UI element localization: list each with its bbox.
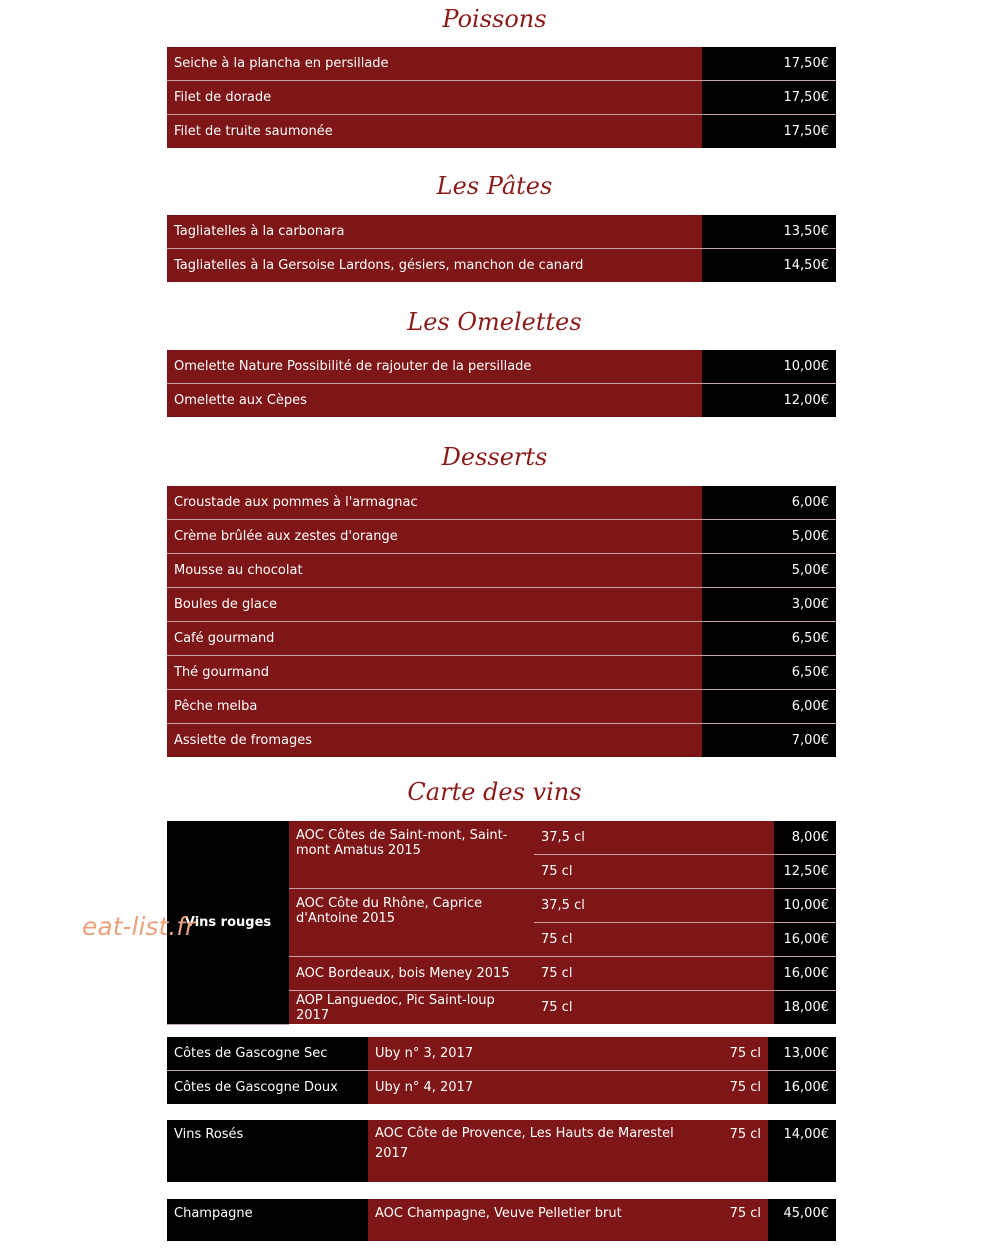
dish-price: 13,50€ <box>702 215 836 249</box>
menu-table-pates <box>167 215 836 282</box>
table-row <box>167 486 836 520</box>
dish-name: Boules de glace <box>167 588 702 622</box>
section-title-vins: Carte des vins <box>407 778 582 806</box>
wine-price: 16,00€ <box>774 923 836 957</box>
table-row <box>167 249 836 283</box>
wine-table-rouges <box>167 821 836 1025</box>
dish-price: 6,50€ <box>702 622 836 656</box>
dish-name: Crème brûlée aux zestes d'orange <box>167 520 702 554</box>
table-row <box>167 656 836 690</box>
wine-size: 75 cl <box>534 855 774 889</box>
dish-price: 3,00€ <box>702 588 836 622</box>
table-row <box>167 350 836 384</box>
wine-name: Uby n° 4, 2017 <box>375 1080 474 1095</box>
dish-price: 10,00€ <box>702 350 836 384</box>
wine-category: Champagne <box>167 1199 368 1241</box>
wine-name: AOC Côtes de Saint-mont, Saint-mont Amatus 2015 <box>289 821 534 889</box>
table-row <box>167 1199 836 1241</box>
wine-size: 75 cl <box>534 991 774 1025</box>
wine-price: 45,00€ <box>768 1199 836 1241</box>
wine-size: 37,5 cl <box>534 821 774 855</box>
table-row <box>167 821 836 855</box>
section-title-pates: Les Pâtes <box>436 172 553 200</box>
wine-category: Vins Rosés <box>167 1120 368 1182</box>
dish-name: Tagliatelles à la carbonara <box>167 215 702 249</box>
wine-name: AOC Champagne, Veuve Pelletier brut <box>375 1206 622 1221</box>
wine-price: 8,00€ <box>774 821 836 855</box>
menu-table-poissons <box>167 47 836 148</box>
wine-price: 18,00€ <box>774 991 836 1025</box>
wine-name: AOP Languedoc, Pic Saint-loup 2017 <box>289 991 534 1025</box>
wine-name: AOC Bordeaux, bois Meney 2015 <box>289 957 534 991</box>
dish-name: Filet de dorade <box>167 81 702 115</box>
wine-size: 75 cl <box>729 1046 761 1061</box>
table-row <box>167 690 836 724</box>
dish-price: 7,00€ <box>702 724 836 758</box>
wine-price: 16,00€ <box>774 957 836 991</box>
menu-table-desserts <box>167 486 836 757</box>
dish-price: 5,00€ <box>702 554 836 588</box>
table-row <box>167 520 836 554</box>
wine-category: Côtes de Gascogne Sec <box>167 1037 368 1071</box>
wine-name-cell <box>368 1120 768 1182</box>
dish-name: Croustade aux pommes à l'armagnac <box>167 486 702 520</box>
wine-size: 75 cl <box>534 957 774 991</box>
dish-price: 17,50€ <box>702 47 836 81</box>
dish-name: Thé gourmand <box>167 656 702 690</box>
dish-name: Omelette aux Cèpes <box>167 384 702 418</box>
menu-table-omelettes <box>167 350 836 417</box>
table-row <box>167 554 836 588</box>
wine-table-gascogne <box>167 1037 836 1104</box>
table-row <box>167 622 836 656</box>
section-title-omelettes: Les Omelettes <box>407 308 582 336</box>
dish-name: Seiche à la plancha en persillade <box>167 47 702 81</box>
wine-price: 14,00€ <box>768 1120 836 1182</box>
table-row <box>167 115 836 149</box>
table-row <box>167 724 836 758</box>
dish-price: 14,50€ <box>702 249 836 283</box>
dish-price: 17,50€ <box>702 81 836 115</box>
wine-name-cell <box>368 1199 768 1241</box>
dish-name: Café gourmand <box>167 622 702 656</box>
wine-name: Uby n° 3, 2017 <box>375 1046 474 1061</box>
wine-size: 75 cl <box>729 1127 761 1142</box>
dish-name: Filet de truite saumonée <box>167 115 702 149</box>
table-row <box>167 1071 836 1105</box>
dish-name: Assiette de fromages <box>167 724 702 758</box>
dish-price: 5,00€ <box>702 520 836 554</box>
wine-name-cell <box>368 1037 768 1071</box>
dish-price: 6,50€ <box>702 656 836 690</box>
table-row <box>167 47 836 81</box>
wine-size: 75 cl <box>729 1080 761 1095</box>
watermark: eat-list.fr <box>82 912 196 941</box>
table-row <box>167 215 836 249</box>
wine-category: Côtes de Gascogne Doux <box>167 1071 368 1105</box>
dish-name: Tagliatelles à la Gersoise Lardons, gésiers, manchon de canard <box>167 249 702 283</box>
dish-name: Omelette Nature Possibilité de rajouter de la persillade <box>167 350 702 384</box>
section-title-poissons: Poissons <box>442 5 547 33</box>
wine-price: 12,50€ <box>774 855 836 889</box>
wine-table-champagne <box>167 1199 836 1241</box>
table-row <box>167 1120 836 1182</box>
wine-price: 10,00€ <box>774 889 836 923</box>
dish-price: 12,00€ <box>702 384 836 418</box>
table-row <box>167 588 836 622</box>
dish-name: Pêche melba <box>167 690 702 724</box>
dish-name: Mousse au chocolat <box>167 554 702 588</box>
wine-size: 37,5 cl <box>534 889 774 923</box>
wine-name-cell <box>368 1071 768 1105</box>
section-title-desserts: Desserts <box>441 443 548 471</box>
wine-price: 16,00€ <box>768 1071 836 1105</box>
wine-size: 75 cl <box>534 923 774 957</box>
wine-category: Vins rouges <box>167 821 289 1024</box>
table-row <box>167 384 836 418</box>
wine-name: AOC Côte du Rhône, Caprice d'Antoine 2015 <box>289 889 534 957</box>
wine-size: 75 cl <box>729 1206 761 1221</box>
dish-price: 6,00€ <box>702 486 836 520</box>
wine-name: AOC Côte de Provence, Les Hauts de Marestel 2017 <box>375 1126 674 1161</box>
wine-price: 13,00€ <box>768 1037 836 1071</box>
dish-price: 17,50€ <box>702 115 836 149</box>
table-row <box>167 1037 836 1071</box>
wine-table-roses <box>167 1120 836 1182</box>
dish-price: 6,00€ <box>702 690 836 724</box>
table-row <box>167 81 836 115</box>
